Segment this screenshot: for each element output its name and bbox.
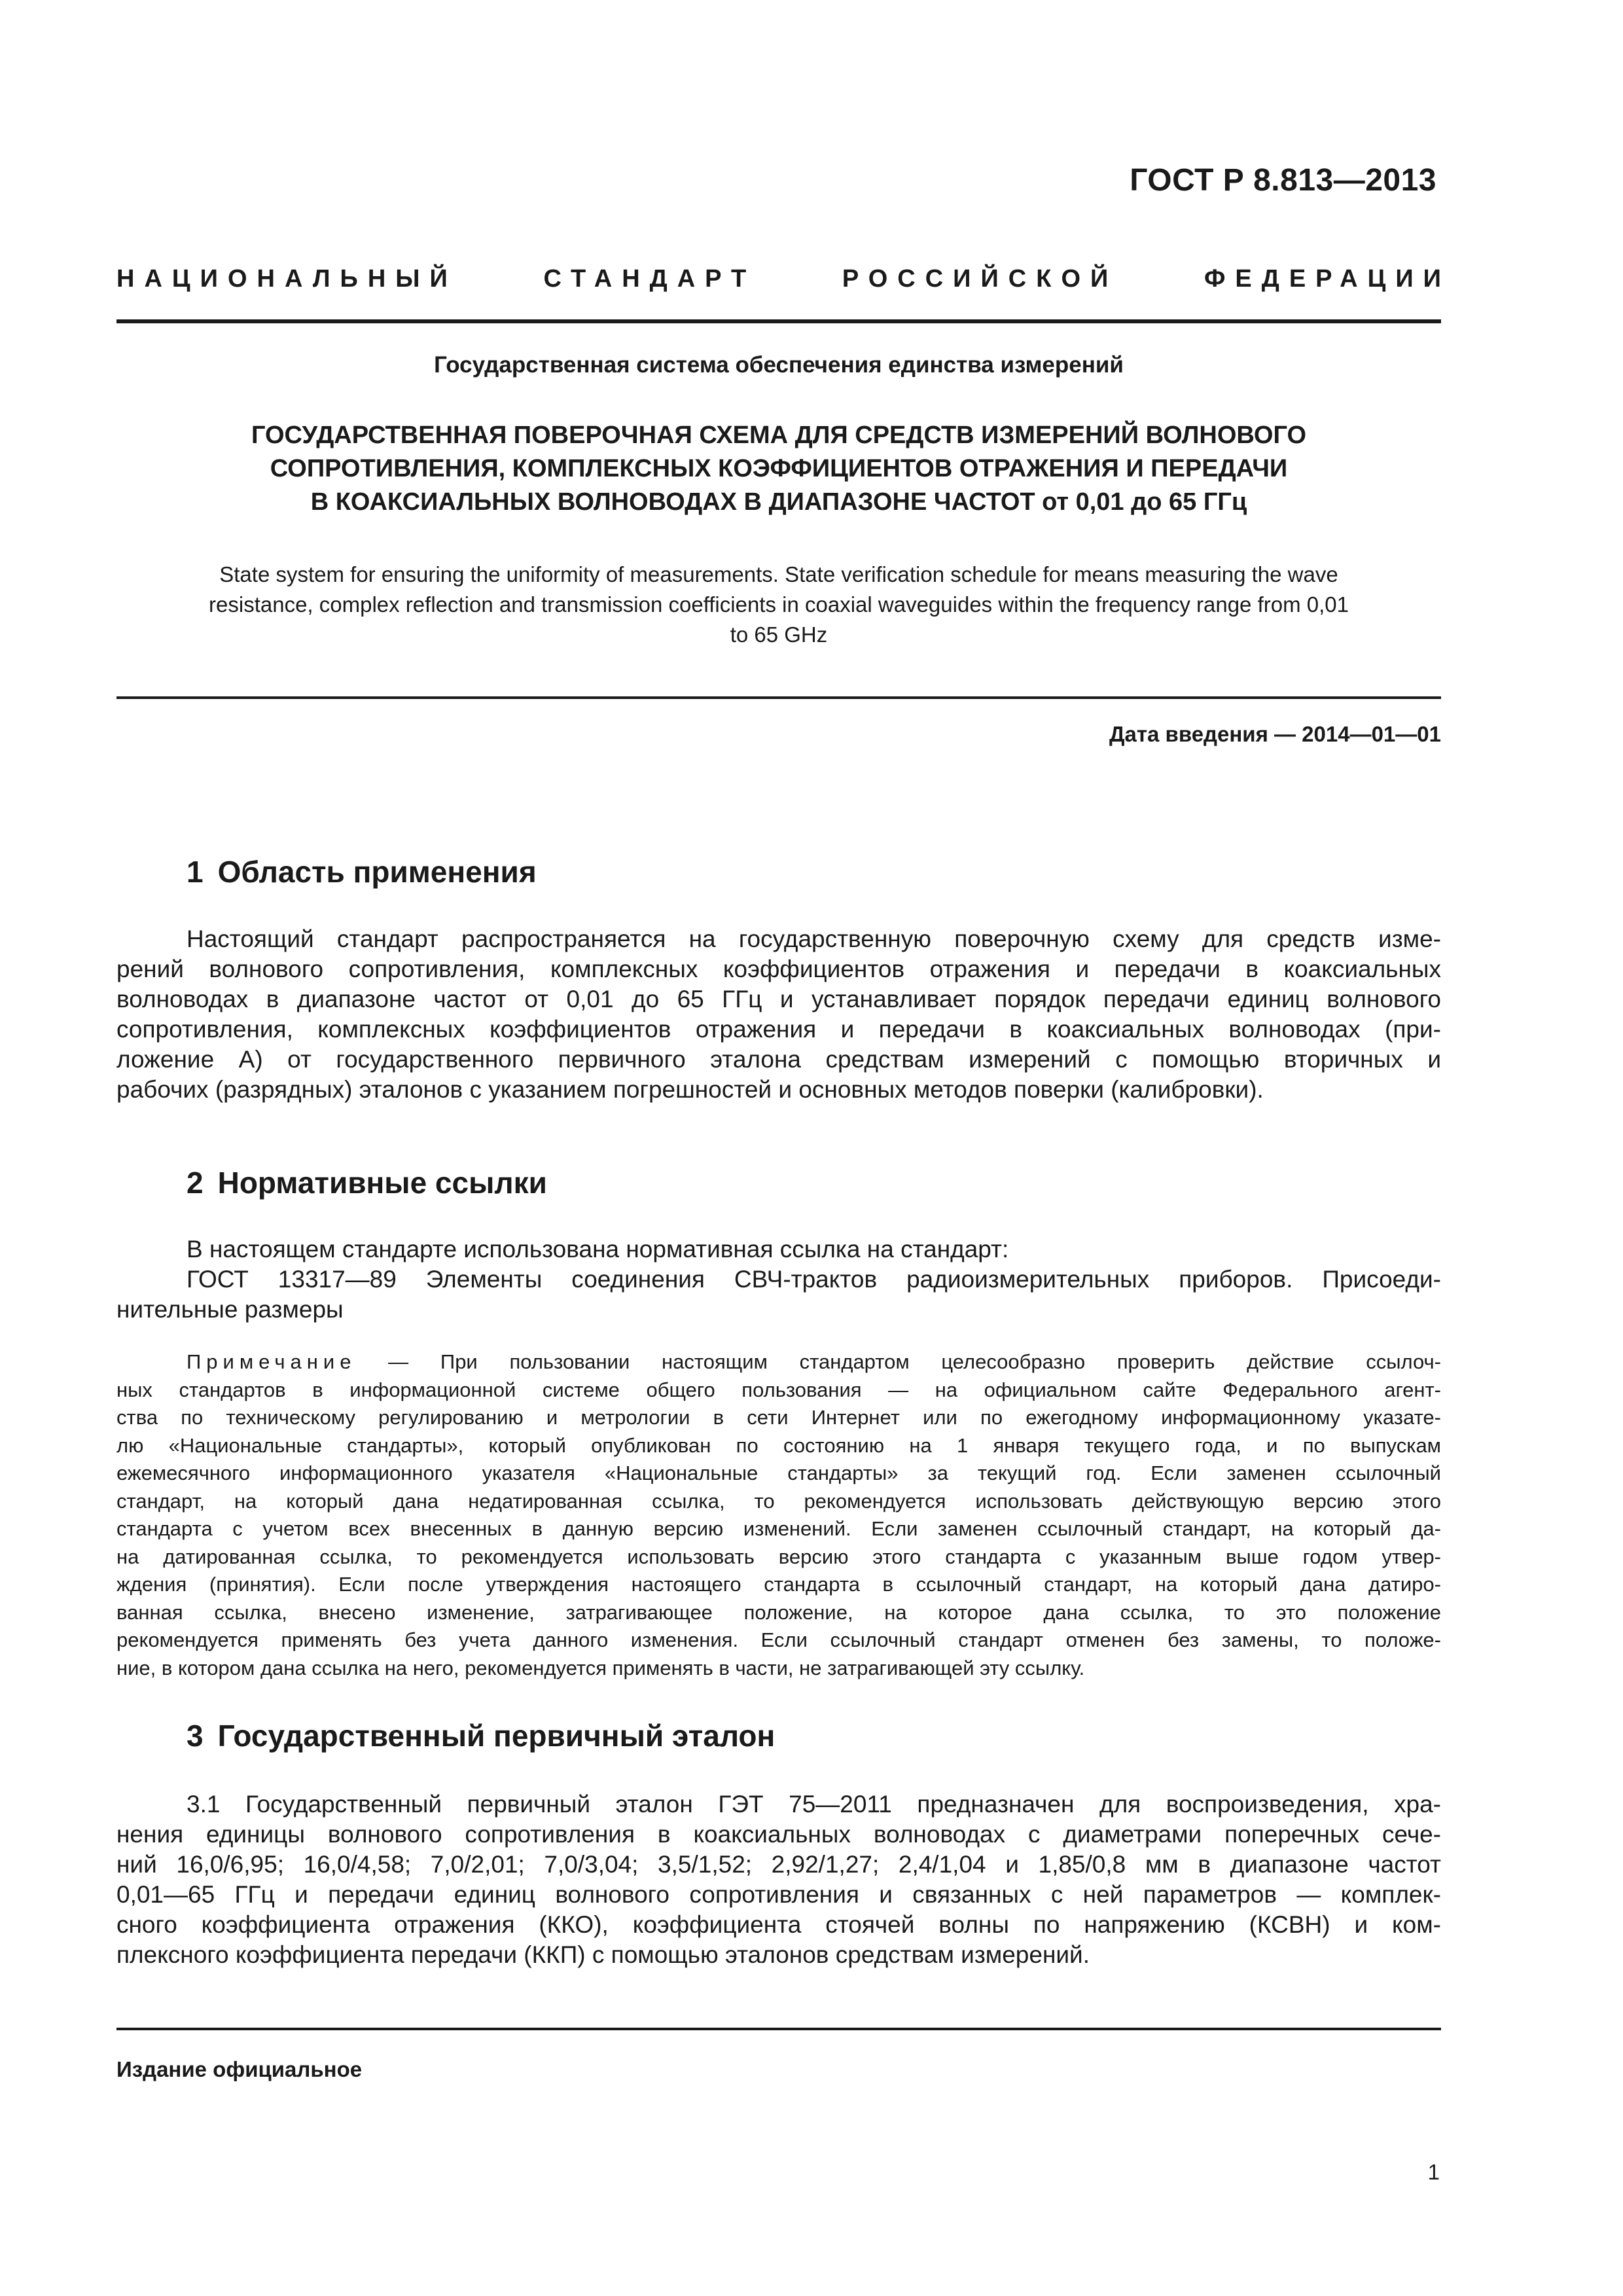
section-number: 1 — [187, 855, 204, 889]
note-line: ных стандартов в информационной системе общего пользования — на официальном сайте Федерального агент- — [116, 1378, 1441, 1401]
text-line: плексного коэффициента передачи (ККП) с помощью эталонов средствам измерений. — [116, 1941, 1090, 1968]
section-2-heading — [187, 1165, 547, 1200]
main-title-line: СОПРОТИВЛЕНИЯ, КОМПЛЕКСНЫХ КОЭФФИЦИЕНТОВ ОТРАЖЕНИЯ И ПЕРЕДАЧИ — [270, 455, 1288, 482]
section-title: Государственный первичный эталон — [217, 1719, 776, 1753]
text-line: сопротивления, комплексных коэффициентов отражения и передачи в коаксиальных волноводах (при- — [116, 1016, 1441, 1043]
note-line: ние, в котором дана ссылка на него, рекомендуется применять в части, не затрагивающей эту ссылку. — [116, 1656, 1085, 1679]
text-line: В настоящем стандарте использована нормативная ссылка на стандарт: — [187, 1236, 1009, 1263]
english-title — [116, 560, 1441, 650]
page-number: 1 — [1427, 2160, 1440, 2184]
introduction-date: Дата введения — 2014—01—01 — [1109, 722, 1441, 746]
text-line: нения единицы волнового сопротивления в коаксиальных волноводах с диаметрами поперечных сече- — [116, 1821, 1441, 1848]
text-line: рабочих (разрядных) эталонов с указанием погрешностей и основных методов поверки (калибровки). — [116, 1076, 1264, 1103]
text-line: ложение А) от государственного первичного эталона средствам измерений с помощью вторичных и — [116, 1046, 1441, 1073]
note-block — [116, 1348, 1441, 1682]
section-title: Область применения — [217, 855, 537, 889]
banner-word: СТАНДАРТ — [543, 265, 757, 293]
note-first-text: — При пользовании настоящим стандартом целесообразно проверить действие ссылоч- — [356, 1350, 1441, 1373]
note-line — [116, 1348, 1441, 1376]
text-line: рений волнового сопротивления, комплексных коэффициентов отражения и передачи в коаксиальных — [116, 956, 1441, 982]
reference-line: ГОСТ 13317—89 Элементы соединения СВЧ-трактов радиоизмерительных приборов. Присоеди- — [187, 1266, 1441, 1293]
section-3-heading — [187, 1718, 775, 1753]
official-edition-label: Издание официальное — [116, 2057, 363, 2081]
text-line: 0,01—65 ГГц и передачи единиц волнового сопротивления и связанных с ней параметров — комплек- — [116, 1881, 1441, 1908]
text-line: ний 16,0/6,95; 16,0/4,58; 7,0/2,01; 7,0/3,04; 3,5/1,52; 2,92/1,27; 2,4/1,04 и 1,85/0,8 мм в диапазоне частот — [116, 1851, 1441, 1878]
note-line: рекомендуется применять без учета данного изменения. Если ссылочный стандарт отменен без замены, то положе- — [116, 1628, 1441, 1651]
note-line: стандарт, на который дана недатированная ссылка, то рекомендуется использовать действующую версию этого — [116, 1489, 1441, 1513]
main-title-line: ГОСУДАРСТВЕННАЯ ПОВЕРОЧНАЯ СХЕМА ДЛЯ СРЕДСТВ ИЗМЕРЕНИЙ ВОЛНОВОГО — [251, 422, 1307, 449]
text-line: сного коэффициента отражения (ККО), коэффициента стоячей волны по напряжению (КСВН) и ком- — [116, 1911, 1441, 1938]
english-title-line: to 65 GHz — [730, 622, 828, 647]
english-title-line: State system for ensuring the uniformity of measurements. State verification schedule for means measuring the wave — [219, 562, 1338, 586]
section-2-body — [116, 1234, 1441, 1325]
note-line: ежемесячного информационного указателя «Национальные стандарты» за текущий год. Если заменен ссылочный — [116, 1462, 1441, 1484]
section-1-body — [116, 924, 1441, 1105]
text-line: волноводах в диапазоне частот от 0,01 до 65 ГГц и устанавливает порядок передачи единиц волнового — [116, 986, 1441, 1013]
note-line: ждения (принятия). Если после утверждения настоящего стандарта в ссылочный стандарт, на который дана датиро- — [116, 1573, 1441, 1596]
section-number: 3 — [187, 1719, 204, 1753]
english-title-line: resistance, complex reflection and transmission coefficients in coaxial waveguides within the frequency range from 0,01 — [209, 592, 1349, 617]
national-standard-banner — [116, 265, 1451, 293]
banner-word: РОССИЙСКОЙ — [842, 265, 1118, 293]
system-title: Государственная система обеспечения единства измерений — [434, 352, 1124, 378]
note-line: ства по техническому регулированию и метрологии в сети Интернет или по ежегодному информационному указате- — [116, 1406, 1441, 1429]
note-line: ванная ссылка, внесено изменение, затрагивающее положение, на которое дана ссылка, то это положение — [116, 1600, 1441, 1624]
reference-line: нительные размеры — [116, 1296, 344, 1323]
note-line: на датированная ссылка, то рекомендуется использовать версию этого стандарта с указанным выше годом утвер- — [116, 1545, 1441, 1568]
section-number: 2 — [187, 1166, 204, 1200]
section-1-heading — [187, 854, 537, 889]
title-divider — [116, 696, 1441, 699]
section-title: Нормативные ссылки — [217, 1166, 547, 1200]
banner-word: ФЕДЕРАЦИИ — [1204, 265, 1451, 293]
footer-divider — [116, 2028, 1441, 2030]
header-divider — [116, 319, 1441, 323]
note-line: стандарта с учетом всех внесенных в данную версию изменений. Если заменен ссылочный стандарт, на который да- — [116, 1517, 1441, 1540]
text-line: Настоящий стандарт распространяется на государственную поверочную схему для средств изме- — [187, 925, 1441, 952]
main-title — [116, 419, 1441, 519]
text-line: 3.1 Государственный первичный эталон ГЭТ 75—2011 предназначен для воспроизведения, хра- — [187, 1791, 1441, 1818]
standard-code: ГОСТ Р 8.813—2013 — [1130, 163, 1436, 198]
main-title-line: В КОАКСИАЛЬНЫХ ВОЛНОВОДАХ В ДИАПАЗОНЕ ЧАСТОТ от 0,01 до 65 ГГц — [310, 488, 1247, 516]
note-line: лю «Национальные стандарты», который опубликован по состоянию на 1 января текущего года, и по выпускам — [116, 1433, 1441, 1457]
section-3-body — [116, 1789, 1441, 1970]
note-label: Примечание — [187, 1350, 357, 1373]
banner-word: НАЦИОНАЛЬНЫЙ — [116, 265, 457, 293]
